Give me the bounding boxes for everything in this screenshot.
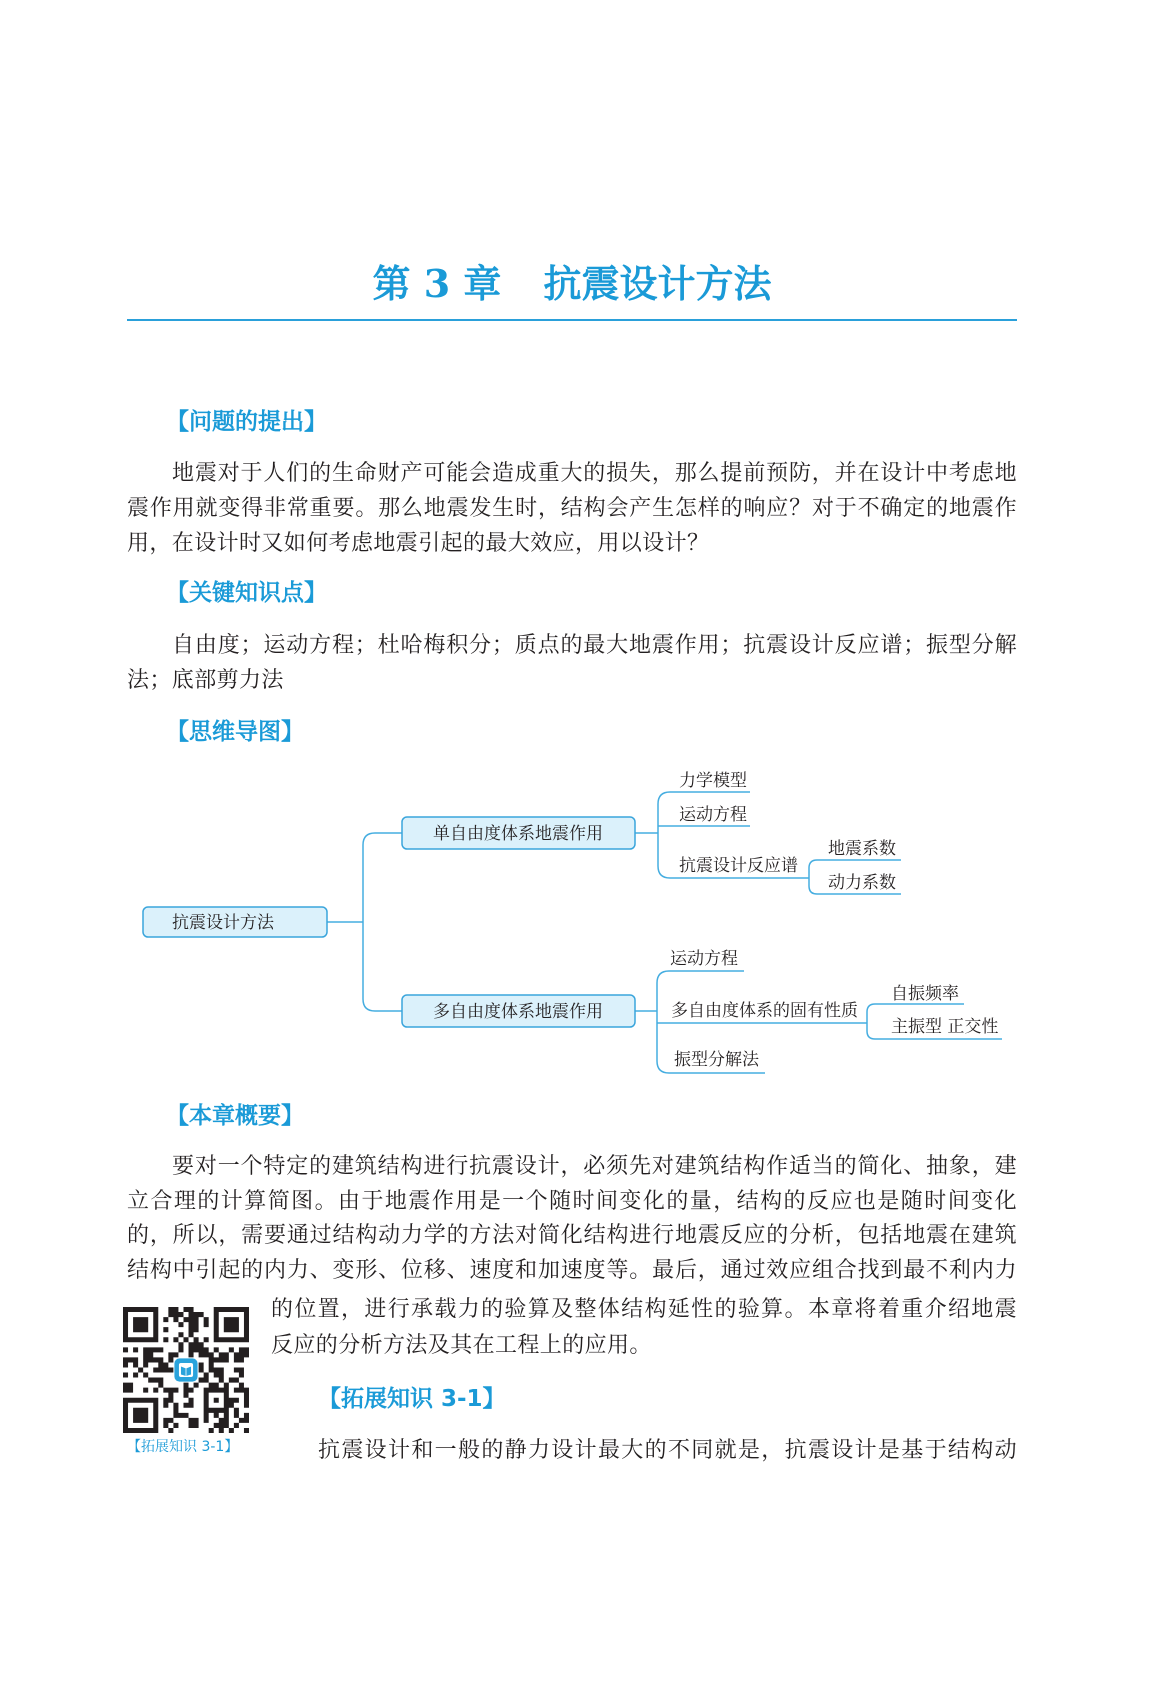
leaf-label: 力学模型 (679, 771, 747, 791)
leaf-label: 振型分解法 (674, 1050, 759, 1070)
problem-heading: 【问题的提出】 (166, 409, 327, 435)
paragraph-line: 地震对于人们的生命财产可能会造成重大的损失，那么提前预防，并在设计中考虑地 (172, 461, 1017, 486)
branch-label: 多自由度体系地震作用 (433, 1002, 603, 1022)
paragraph-line: 反应的分析方法及其在工程上的应用。 (271, 1333, 652, 1358)
key-points-heading: 【关键知识点】 (166, 580, 327, 606)
paragraph-line: 立合理的计算简图。由于地震作用是一个随时间变化的量，结构的反应也是随时间变化 (127, 1188, 1017, 1214)
key-points-paragraph (127, 628, 1017, 698)
paragraph-line: 的，所以，需要通过结构动力学的方法对简化结构进行地震反应的分析，包括地震在建筑 (127, 1223, 1017, 1248)
leaf-label: 主振型 正交性 (891, 1017, 999, 1037)
leaf-label: 自振频率 (891, 984, 959, 1004)
chapter-name: 抗震设计方法 (543, 261, 772, 306)
paragraph-line: 法；底部剪力法 (127, 668, 284, 693)
summary-paragraph-continued (271, 1292, 1017, 1364)
extension-heading: 【拓展知识 3-1】 (318, 1386, 506, 1412)
root-label: 抗震设计方法 (172, 913, 274, 933)
leaf-label: 地震系数 (828, 839, 896, 859)
leaf-label: 抗震设计反应谱 (679, 856, 798, 876)
mind-map-heading: 【思维导图】 (166, 719, 304, 745)
qr-code-icon (123, 1307, 249, 1433)
paragraph-line: 用，在设计时又如何考虑地震引起的最大效应，用以设计？ (127, 531, 710, 556)
extension-paragraph (318, 1433, 1017, 1468)
paragraph-line: 自由度；运动方程；杜哈梅积分；质点的最大地震作用；抗震设计反应谱；振型分解 (172, 633, 1017, 658)
summary-heading: 【本章概要】 (166, 1103, 304, 1129)
title-rule (127, 319, 1017, 321)
qr-caption: 【拓展知识 3-1】 (127, 1439, 239, 1455)
leaf-label: 运动方程 (670, 949, 738, 969)
leaf-label: 运动方程 (679, 805, 747, 825)
leaf-label: 多自由度体系的固有性质 (671, 1001, 858, 1021)
summary-paragraph (127, 1150, 1017, 1288)
mind-map (0, 760, 1159, 1090)
root-bracket (363, 833, 402, 1011)
chapter-number: 第 3 章 (372, 261, 502, 306)
paragraph-line: 结构中引起的内力、变形、位移、速度和加速度等。最后，通过效应组合找到最不利内力 (127, 1257, 1017, 1283)
paragraph-line: 抗震设计和一般的静力设计最大的不同就是，抗震设计是基于结构动 (318, 1438, 1017, 1463)
paragraph-line: 要对一个特定的建筑结构进行抗震设计，必须先对建筑结构作适当的简化、抽象，建 (172, 1154, 1017, 1179)
branch-label: 单自由度体系地震作用 (433, 824, 603, 844)
chapter-title (127, 260, 1017, 308)
paragraph-line: 的位置，进行承载力的验算及整体结构延性的验算。本章将着重介绍地震 (271, 1297, 1017, 1322)
paragraph-line: 震作用就变得非常重要。那么地震发生时，结构会产生怎样的响应？对于不确定的地震作 (127, 496, 1017, 521)
problem-paragraph (127, 456, 1017, 561)
leaf-label: 动力系数 (828, 873, 896, 893)
